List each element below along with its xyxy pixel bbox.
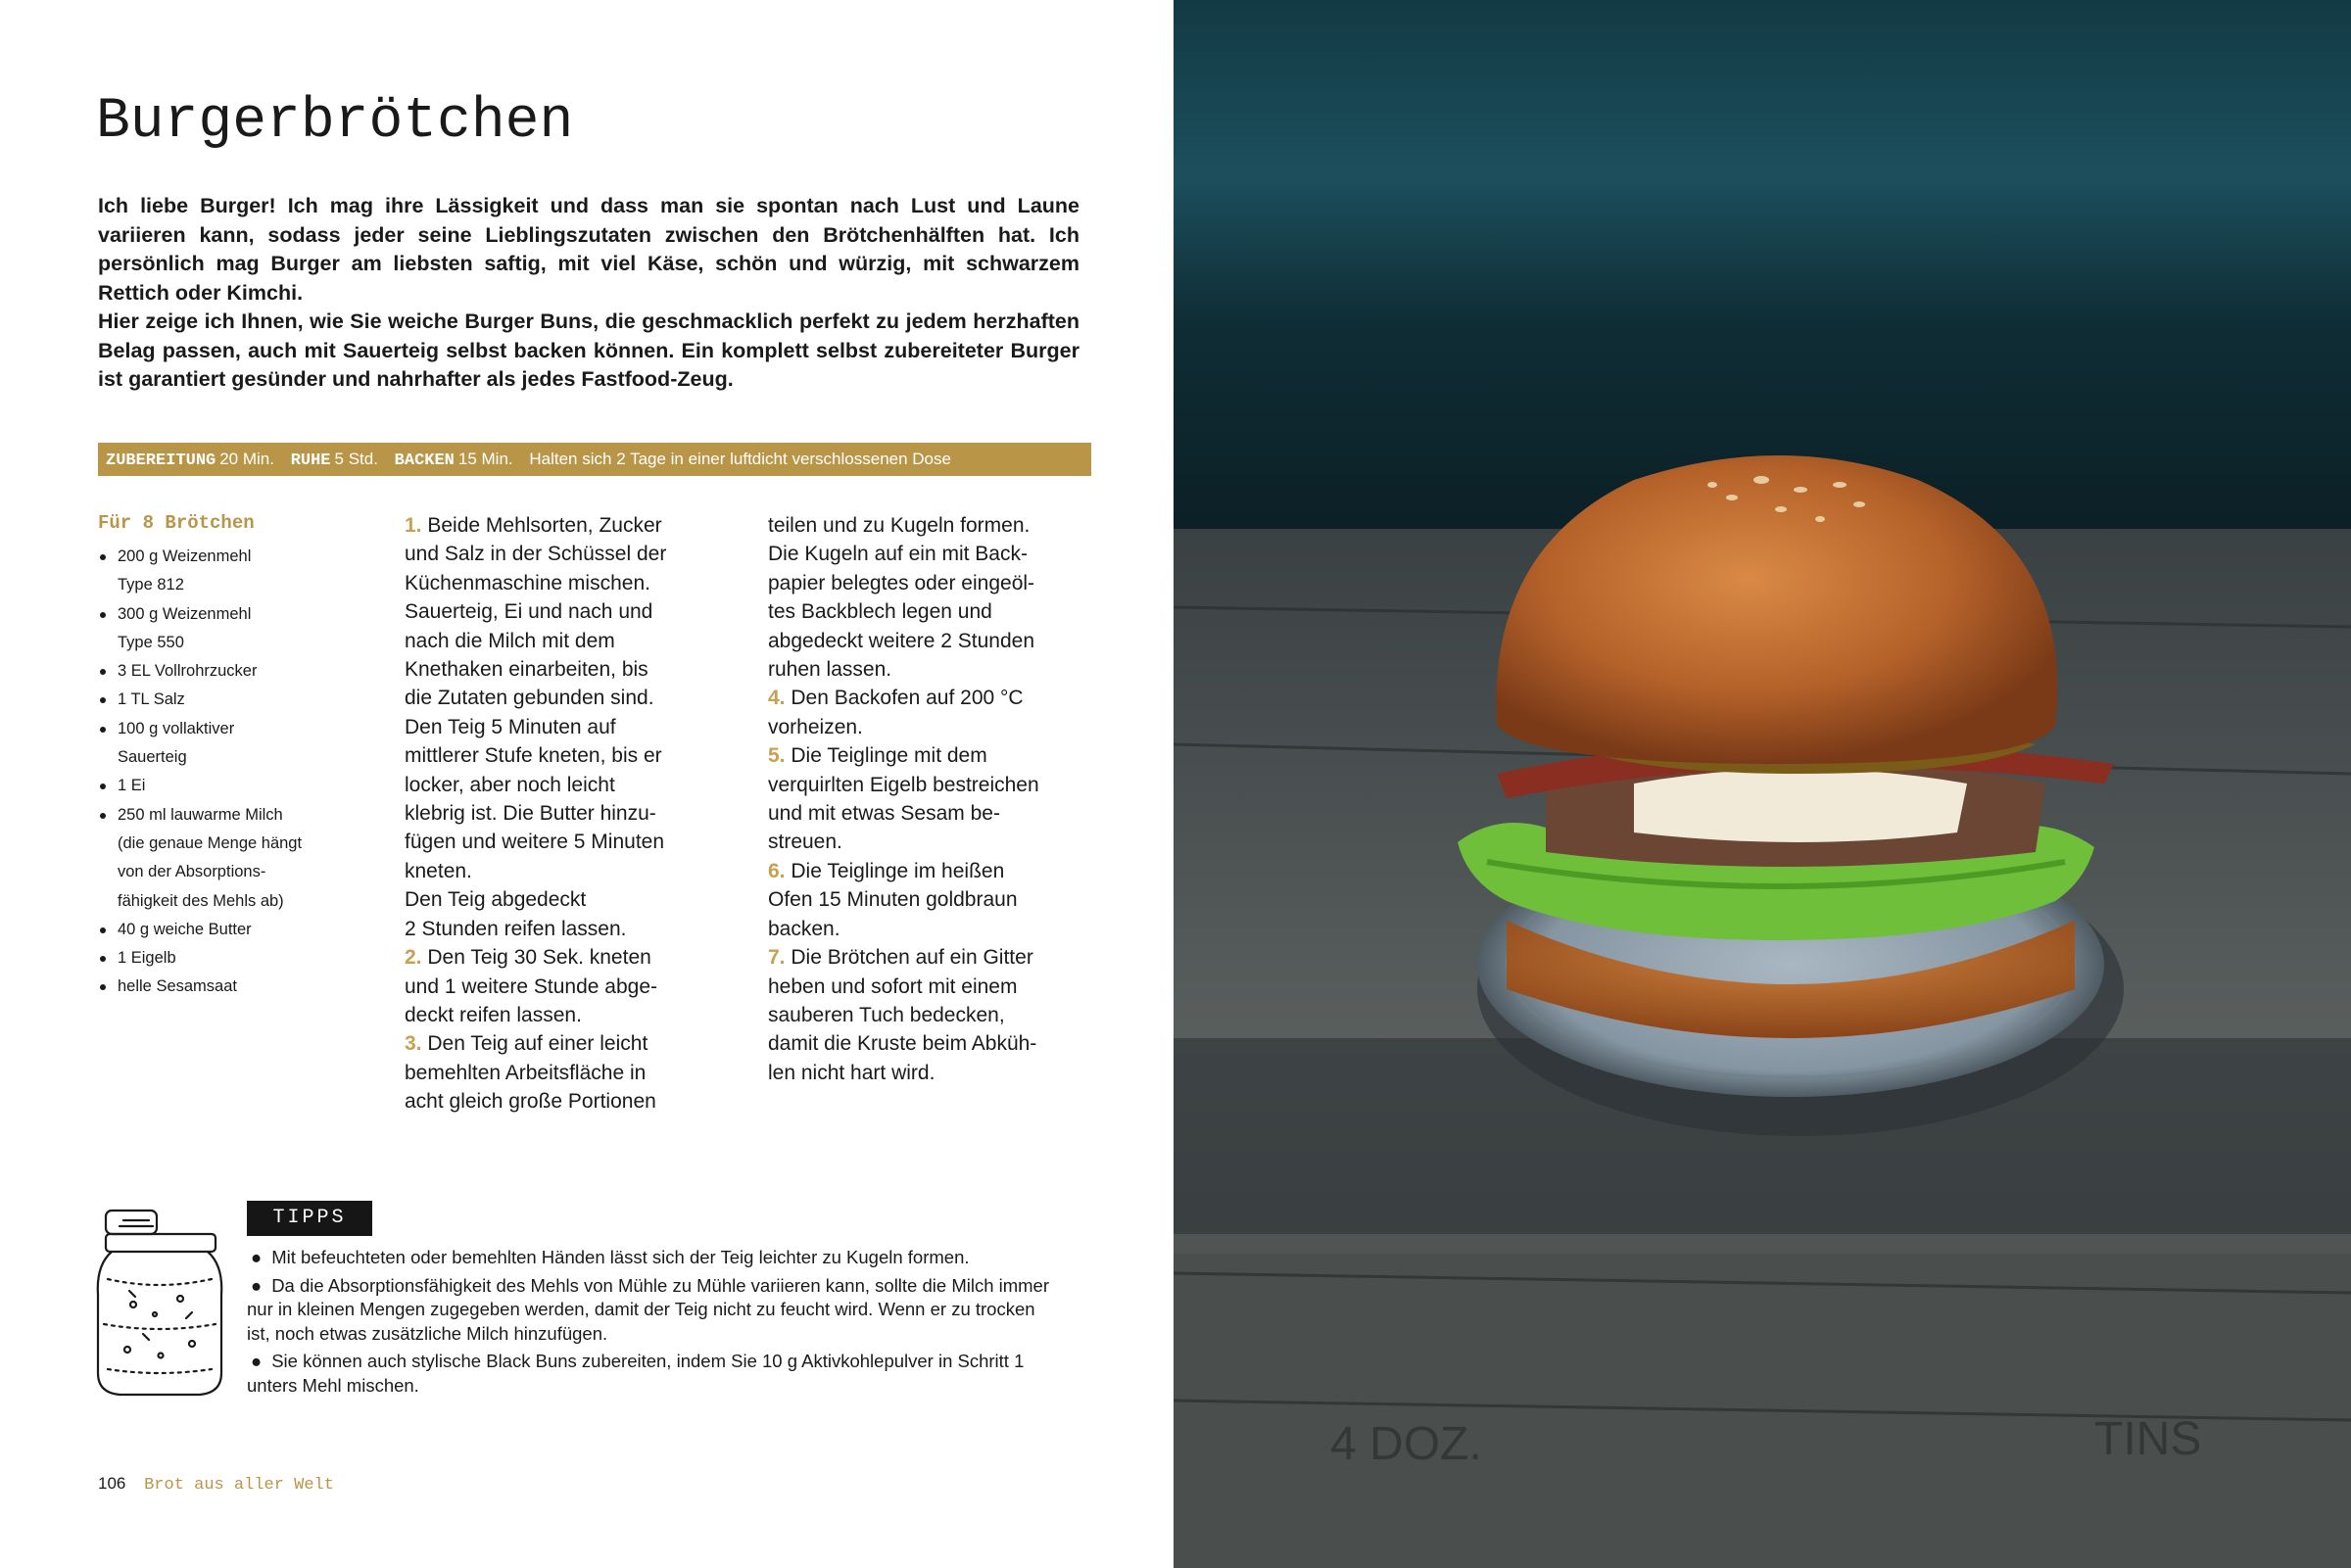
ingredient-item: helle Sesamsaat bbox=[98, 973, 362, 1001]
chapter-title: Brot aus aller Welt bbox=[144, 1476, 334, 1495]
step-text: Den Teig 30 Sek. kneten und 1 weitere Stunde abge- deckt reifen lassen. bbox=[405, 946, 658, 1026]
tip-item bbox=[247, 1350, 1060, 1398]
ingredients-list bbox=[98, 543, 362, 1002]
step-text: Die Brötchen auf ein Gitter heben und sofort mit einem sauberen Tuch bedecken, damit die Kruste beim Abküh- len nicht hart wird. bbox=[768, 946, 1037, 1084]
timing-bar bbox=[98, 443, 1091, 476]
ingredient-item: 3 EL Vollrohrzucker bbox=[98, 657, 362, 686]
step-3-continued bbox=[768, 511, 1091, 684]
step-7 bbox=[768, 943, 1091, 1087]
step-3 bbox=[405, 1029, 728, 1116]
zubereitung-label: ZUBEREITUNG bbox=[106, 451, 216, 470]
zubereitung-value: 20 Min. bbox=[219, 450, 274, 468]
step-2 bbox=[405, 943, 728, 1029]
step-number: 7. bbox=[768, 946, 786, 970]
backen-label: BACKEN bbox=[394, 451, 455, 470]
ingredient-item: 200 g Weizenmehl Type 812 bbox=[98, 543, 362, 600]
step-5 bbox=[768, 741, 1091, 857]
step-4 bbox=[768, 684, 1091, 741]
ingredient-item: 1 TL Salz bbox=[98, 686, 362, 714]
intro-text bbox=[98, 192, 1080, 395]
tip-text: Sie können auch stylische Black Buns zubereiten, indem Sie 10 g Aktivkohlepulver in Schritt 1 unters Mehl mischen. bbox=[247, 1351, 1025, 1396]
page-footer bbox=[98, 1474, 334, 1495]
ingredient-item: 40 g weiche Butter bbox=[98, 916, 362, 944]
step-1 bbox=[405, 511, 728, 943]
step-number: 3. bbox=[405, 1032, 422, 1056]
step-number: 1. bbox=[405, 514, 422, 537]
crate-text-left: 4 DOZ. bbox=[1330, 1418, 1482, 1470]
tipps-label: TIPPS bbox=[247, 1201, 372, 1236]
step-text: Die Teiglinge mit dem verquirlten Eigelb bestreichen und mit etwas Sesam be- streuen. bbox=[768, 744, 1039, 854]
ingredient-item: 300 g Weizenmehl Type 550 bbox=[98, 600, 362, 658]
backen-value: 15 Min. bbox=[457, 450, 513, 468]
step-text: teilen und zu Kugeln formen. Die Kugeln auf ein mit Back- papier belegtes oder eingeöl- tes Backblech legen und abgedeckt weitere 2 Stunden ruhen lassen. bbox=[768, 514, 1035, 682]
step-number: 6. bbox=[768, 859, 786, 882]
step-6 bbox=[768, 857, 1091, 943]
tip-item bbox=[247, 1274, 1060, 1347]
step-text: Die Teiglinge im heißen Ofen 15 Minuten goldbraun backen. bbox=[768, 859, 1018, 940]
crate-text-right: TINS bbox=[2094, 1413, 2202, 1465]
ingredients-column bbox=[98, 511, 362, 1002]
ruhe-value: 5 Std. bbox=[334, 450, 378, 468]
tip-item bbox=[247, 1246, 1060, 1270]
tip-text: Mit befeuchteten oder bemehlten Händen lässt sich der Teig leichter zu Kugeln formen. bbox=[271, 1247, 970, 1267]
tip-text: Da die Absorptionsfähigkeit des Mehls von Mühle zu Mühle variieren kann, sollte die Milch immer nur in kleinen Mengen zugegeben werden, damit der Teig nicht zu feucht wird. Wenn er zu trocken ist, noch etwas zusätzliche Milch hinzufügen. bbox=[247, 1274, 1050, 1344]
ingredient-item: 100 g vollaktiver Sauerteig bbox=[98, 715, 362, 773]
bullet-icon: ● bbox=[251, 1351, 263, 1371]
burger-photo bbox=[1174, 0, 2351, 1568]
recipe-page bbox=[0, 0, 1174, 1568]
tips-list bbox=[247, 1246, 1060, 1402]
step-text: Den Teig auf einer leicht bemehlten Arbeitsfläche in acht gleich große Portionen bbox=[405, 1032, 656, 1114]
ingredient-item: 1 Ei bbox=[98, 772, 362, 800]
ingredients-heading: Für 8 Brötchen bbox=[98, 512, 255, 534]
ingredient-item: 1 Eigelb bbox=[98, 944, 362, 973]
jar-illustration-icon bbox=[90, 1197, 227, 1402]
intro-paragraph-1: Ich liebe Burger! Ich mag ihre Lässigkeit und dass man sie spontan nach Lust und Laune variieren kann, sodass jeder seine Lieblingszutaten zwischen den Brötchenhälften hat. Ich persönlich mag Burger am liebsten saftig, mit viel Käse, schön und würzig, mit schwarzem Rettich oder Kimchi. bbox=[98, 194, 1080, 305]
step-text: Den Backofen auf 200 °C vorheizen. bbox=[768, 687, 1024, 738]
step-number: 2. bbox=[405, 946, 422, 970]
bullet-icon: ● bbox=[251, 1247, 263, 1267]
ruhe-label: RUHE bbox=[290, 451, 331, 470]
step-number: 5. bbox=[768, 744, 786, 768]
bullet-icon: ● bbox=[251, 1274, 263, 1296]
recipe-title: Burgerbrötchen bbox=[96, 90, 574, 154]
step-number: 4. bbox=[768, 687, 786, 710]
page-number: 106 bbox=[98, 1474, 126, 1493]
step-text: Beide Mehlsorten, Zucker und Salz in der Schüssel der Küchenmaschine mischen. Sauerteig, Ei und nach und nach die Milch mit dem Knethaken einarbeiten, bis die Zutaten gebunden sind. Den Teig 5 Minuten auf mittlerer Stufe kneten, bis er locker, aber noch leicht klebrig ist. Die Butter hinzu- fügen und weitere 5 Minuten kneten. Den Teig abgedeckt 2 Stunden reifen lassen. bbox=[405, 514, 667, 940]
steps-column-1 bbox=[405, 511, 728, 1117]
intro-paragraph-2: Hier zeige ich Ihnen, wie Sie weiche Burger Buns, die geschmacklich perfekt zu jedem herzhaften Belag passen, auch mit Sauerteig selbst backen können. Ein komplett selbst zubereiteter Burger ist garantiert gesünder und nahrhafter als jedes Fastfood-Zeug. bbox=[98, 309, 1080, 391]
steps-column-2 bbox=[768, 511, 1091, 1087]
storage-note: Halten sich 2 Tage in einer luftdicht verschlossenen Dose bbox=[529, 450, 951, 468]
ingredient-item: 250 ml lauwarme Milch (die genaue Menge hängt von der Absorptions- fähigkeit des Mehls ab) bbox=[98, 801, 362, 916]
